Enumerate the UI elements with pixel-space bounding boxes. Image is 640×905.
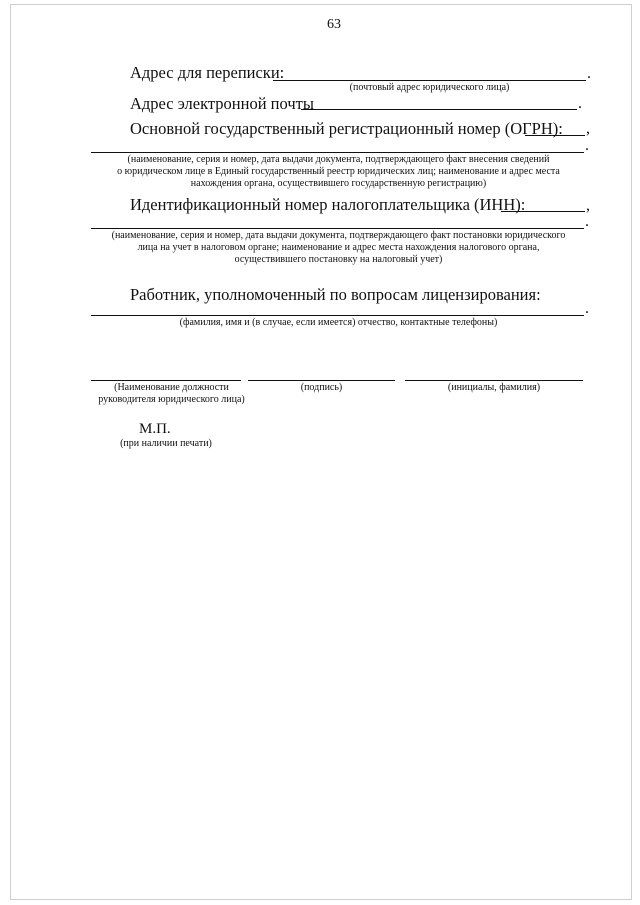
position-hint-line2: руководителя юридического лица) [98,394,245,405]
period-mark: . [585,137,589,154]
inn-label: Идентификационный номер налогоплательщика (ИНН): [130,195,526,214]
period-mark: . [578,95,582,112]
name-field[interactable] [405,380,583,381]
signature-hint: (подпись) [300,382,343,393]
name-hint: (инициалы, фамилия) [447,382,541,393]
page-number: 63 [327,17,341,32]
licensing-officer-hint: (фамилия, имя и (в случае, если имеется) отчество, контактные телефоны) [179,317,498,328]
inn-hint-line1: (наименование, серия и номер, дата выдачи документа, подтверждающего факт постановки юридического [111,230,566,241]
ogrn-hint-line2: о юридическом лице в Единый государственный реестр юридических лиц; наименование и адрес места [117,166,560,177]
document-page [10,4,632,900]
period-mark: . [585,213,589,230]
ogrn-hint-line3: нахождения органа, осуществившего государственную регистрацию) [190,178,487,189]
email-label: Адрес электронной почты [130,94,314,113]
correspondence-address-hint: (почтовый адрес юридического лица) [349,82,510,93]
signature-field[interactable] [248,380,395,381]
ogrn-field-inline[interactable] [525,135,585,136]
ogrn-field[interactable] [91,152,584,153]
ogrn-hint-line1: (наименование, серия и номер, дата выдачи документа, подтверждающего факт внесения сведений [127,154,550,165]
email-field[interactable] [301,109,577,110]
position-hint-line1: (Наименование должности [114,382,229,393]
inn-field[interactable] [91,228,584,229]
ogrn-label: Основной государственный регистрационный номер (ОГРН): [130,119,563,138]
inn-hint-line2: лица на учет в налоговом органе; наименование и адрес места нахождения налогового органа, [137,242,540,253]
inn-field-inline[interactable] [501,211,585,212]
position-field[interactable] [91,380,241,381]
period-mark: . [585,300,589,317]
comma-mark: , [586,197,590,214]
licensing-officer-label: Работник, уполномоченный по вопросам лицензирования: [130,285,541,304]
correspondence-address-label: Адрес для переписки: [130,63,285,82]
licensing-officer-field[interactable] [91,315,584,316]
stamp-hint: (при наличии печати) [120,438,212,449]
stamp-label: М.П. [139,421,171,437]
period-mark: . [587,65,591,82]
comma-mark: , [586,120,590,137]
inn-hint-line3: осуществившего постановку на налоговый учет) [234,254,443,265]
correspondence-address-field[interactable] [273,80,586,81]
